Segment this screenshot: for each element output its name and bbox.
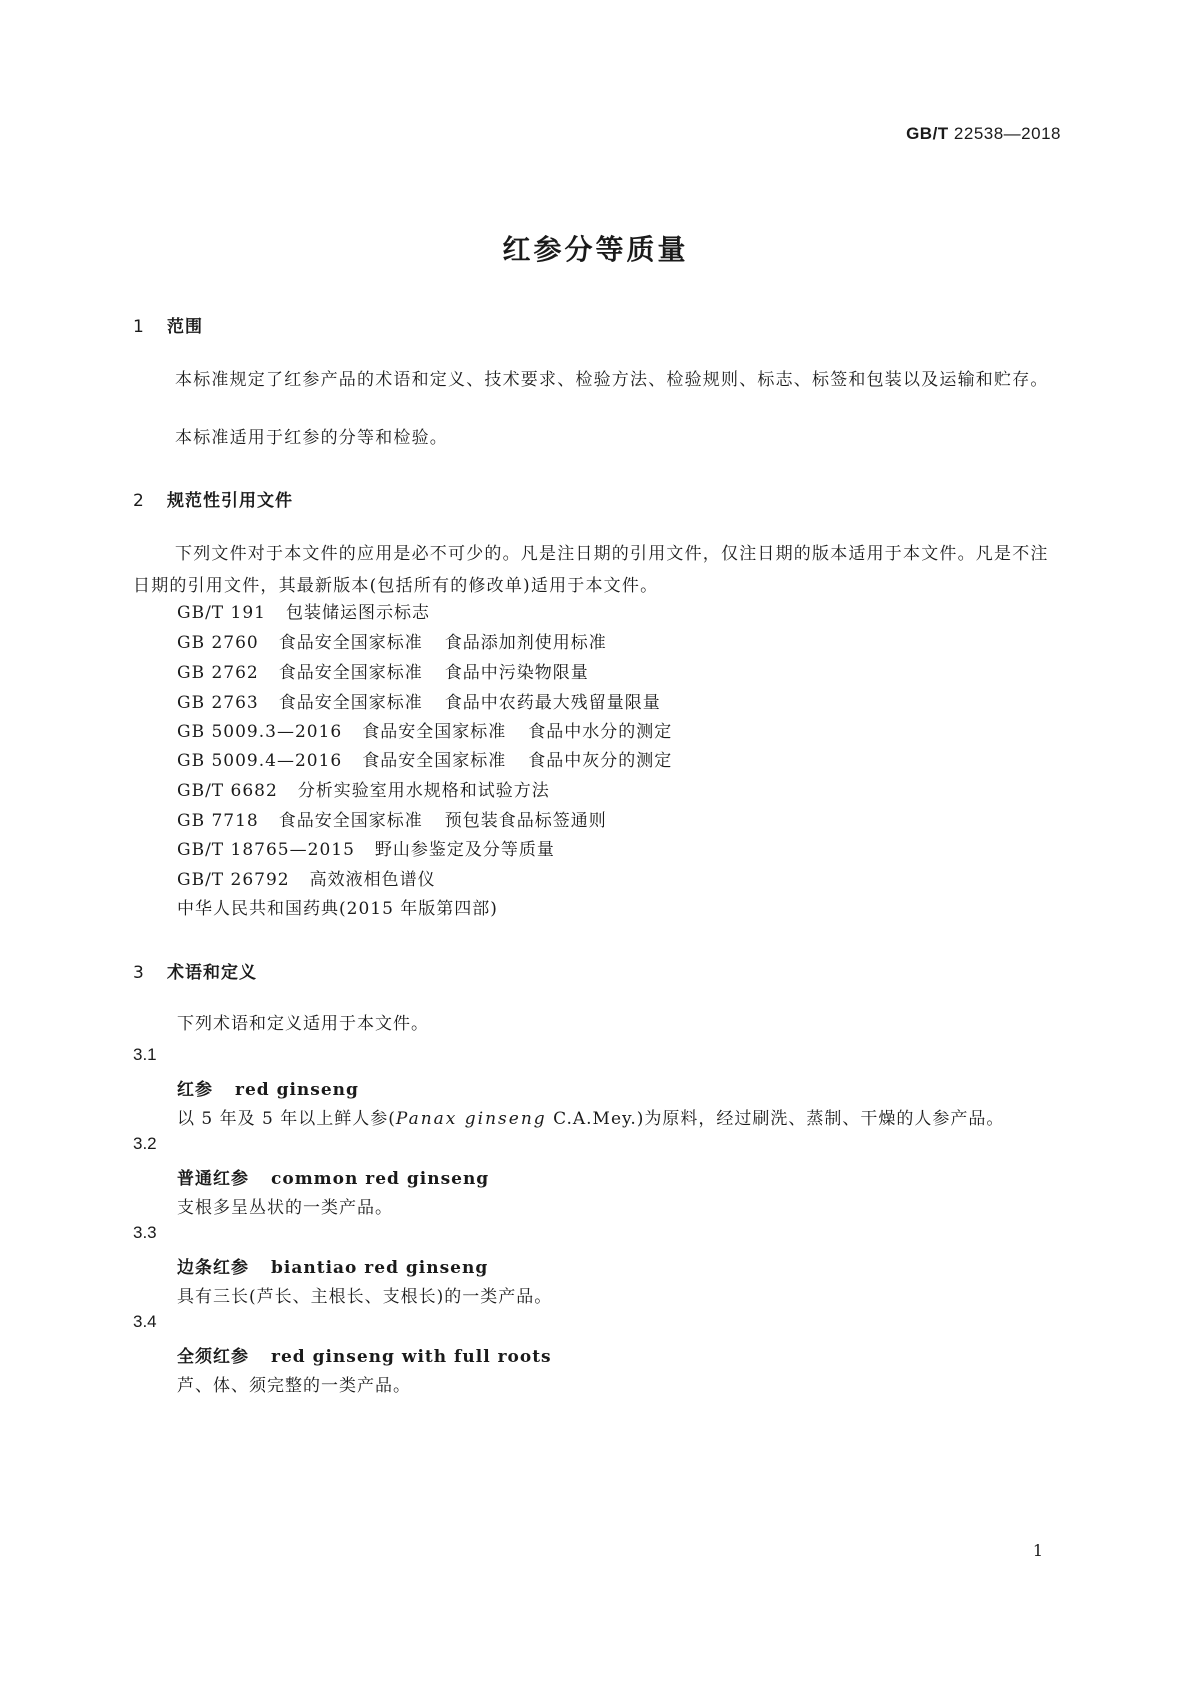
section-number: 2 <box>133 491 145 511</box>
reference-title: 分析实验室用水规格和试验方法 <box>297 781 550 801</box>
reference-code: GB/T 191 <box>177 603 266 623</box>
section-1-paragraph-1: 本标准规定了红参产品的术语和定义、技术要求、检验方法、检验规则、标志、标签和包装以及运输和贮存。 <box>175 370 1049 390</box>
section-number: 3 <box>133 963 145 983</box>
reference-subtitle: 食品添加剂使用标准 <box>444 633 607 653</box>
section-1-heading <box>133 312 203 337</box>
term-number: 3.4 <box>133 1312 157 1331</box>
term-name <box>177 1164 489 1189</box>
reference-code: GB 2760 <box>177 633 259 653</box>
term-definition-part: 以 5 年及 5 年以上鲜人参( <box>177 1109 396 1129</box>
reference-item <box>177 687 661 719</box>
reference-title: 食品安全国家标准 <box>362 722 507 742</box>
term-definition: 芦、体、须完整的一类产品。 <box>177 1376 411 1396</box>
term-name-en: common red ginseng <box>271 1169 490 1189</box>
term-number: 3.3 <box>133 1223 157 1242</box>
reference-item <box>177 805 607 837</box>
term-name <box>177 1075 359 1100</box>
reference-code: GB/T 18765—2015 <box>177 840 355 860</box>
reference-item <box>177 864 436 896</box>
reference-title: 食品安全国家标准 <box>362 751 507 771</box>
section-title: 范围 <box>167 317 203 337</box>
term-name-en: red ginseng with full roots <box>271 1347 552 1367</box>
term-number: 3.1 <box>133 1045 157 1064</box>
term-name-zh: 普通红参 <box>177 1169 249 1189</box>
term-name-zh: 边条红参 <box>177 1258 249 1278</box>
page-number: 1 <box>1032 1541 1043 1560</box>
term-name-en: red ginseng <box>235 1080 359 1100</box>
section-2-paragraph-1: 下列文件对于本文件的应用是必不可少的。凡是注日期的引用文件，仅注日期的版本适用于本文件。凡是不注日期的引用文件，其最新版本(包括所有的修改单)适用于本文件。 <box>133 544 1049 596</box>
standard-number: 22538—2018 <box>953 124 1061 143</box>
section-1-paragraph-2: 本标准适用于红参的分等和检验。 <box>175 428 448 448</box>
term-number: 3.2 <box>133 1134 157 1153</box>
standard-prefix: GB/T <box>906 124 949 143</box>
reference-code: GB 7718 <box>177 811 259 831</box>
reference-title: 包装储运图示标志 <box>286 603 430 623</box>
reference-item <box>177 657 589 689</box>
reference-title: 野山参鉴定及分等质量 <box>374 840 555 860</box>
reference-subtitle: 食品中农药最大残留量限量 <box>444 693 661 713</box>
reference-subtitle: 食品中水分的测定 <box>528 722 673 742</box>
term-name-en: biantiao red ginseng <box>271 1258 489 1278</box>
reference-code: GB/T 6682 <box>177 781 278 801</box>
reference-item <box>177 745 672 777</box>
section-title: 规范性引用文件 <box>167 491 293 511</box>
reference-code: GB 5009.4—2016 <box>177 751 343 771</box>
reference-subtitle: 预包装食品标签通则 <box>444 811 607 831</box>
reference-subtitle: 食品中污染物限量 <box>444 663 589 683</box>
term-definition <box>177 1104 1004 1129</box>
reference-code: GB 2762 <box>177 663 259 683</box>
section-title: 术语和定义 <box>167 963 257 983</box>
section-3-heading <box>133 958 257 983</box>
section-3-intro: 下列术语和定义适用于本文件。 <box>177 1014 429 1034</box>
term-name-zh: 全须红参 <box>177 1347 249 1367</box>
term-definition: 支根多呈丛状的一类产品。 <box>177 1198 393 1218</box>
section-2-heading <box>133 486 293 511</box>
reference-item <box>177 775 550 807</box>
section-number: 1 <box>133 317 145 337</box>
reference-pharmacopoeia: 中华人民共和国药典(2015 年版第四部) <box>177 899 498 919</box>
document-title: 红参分等质量 <box>502 233 689 266</box>
reference-item <box>177 716 672 748</box>
reference-title: 食品安全国家标准 <box>278 811 423 831</box>
term-definition-part: C.A.Mey.)为原料，经过刷洗、蒸制、干燥的人参产品。 <box>546 1109 1005 1129</box>
reference-item <box>177 627 607 659</box>
reference-code: GB 5009.3—2016 <box>177 722 343 742</box>
reference-subtitle: 食品中灰分的测定 <box>528 751 673 771</box>
reference-code: GB 2763 <box>177 693 259 713</box>
term-name-zh: 红参 <box>177 1080 213 1100</box>
reference-item <box>177 597 430 629</box>
reference-title: 食品安全国家标准 <box>278 693 423 713</box>
standard-code <box>906 124 1061 144</box>
term-name <box>177 1342 552 1367</box>
reference-title: 食品安全国家标准 <box>278 663 423 683</box>
reference-item <box>177 834 555 866</box>
reference-title: 食品安全国家标准 <box>278 633 423 653</box>
latin-name: Panax ginseng <box>395 1109 547 1129</box>
reference-code: GB/T 26792 <box>177 870 290 890</box>
term-definition: 具有三长(芦长、主根长、支根长)的一类产品。 <box>177 1287 553 1307</box>
term-name <box>177 1253 488 1278</box>
reference-title: 高效液相色谱仪 <box>309 870 436 890</box>
